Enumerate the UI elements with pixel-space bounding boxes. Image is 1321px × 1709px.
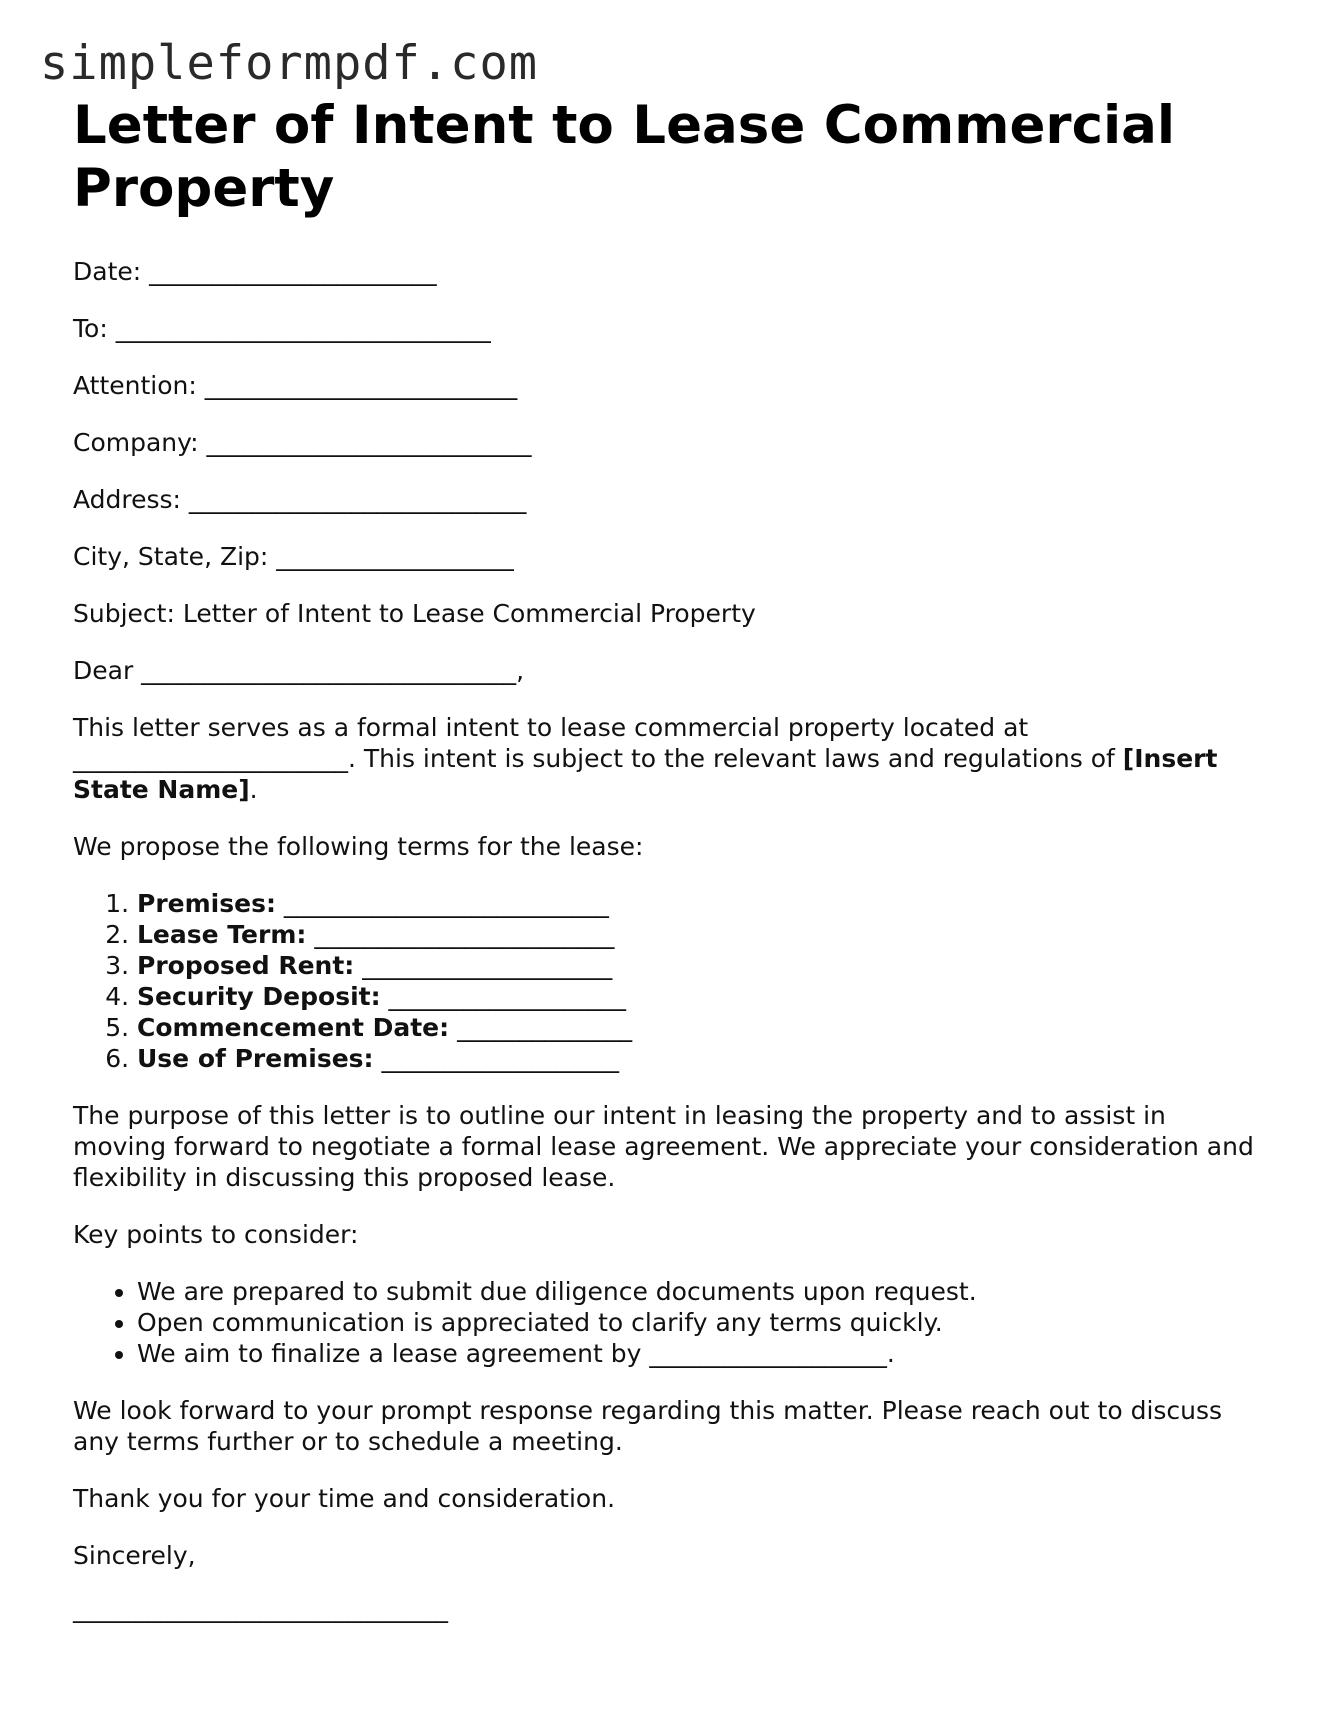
state-placeholder: [Insert State Name]	[73, 744, 1218, 804]
term-item	[137, 950, 1263, 981]
subject-line: Subject: Letter of Intent to Lease Commercial Property	[73, 599, 756, 628]
term-item	[137, 1012, 1263, 1043]
term-label: Security Deposit:	[137, 982, 381, 1011]
key-point-item: • We are prepared to submit due diligence documents upon request.	[137, 1276, 1263, 1307]
company-field: Company: __________________________	[73, 428, 532, 457]
term-item	[137, 919, 1263, 950]
intro-text: This letter serves as a formal intent to lease commercial property located at ______________________. This intent is subject to the relevant laws and regulations of	[73, 713, 1123, 773]
term-blank: ______________	[449, 1013, 633, 1042]
term-label: Premises:	[137, 889, 276, 918]
city-state-zip-field: City, State, Zip: ___________________	[73, 542, 514, 571]
term-blank: ________________________	[306, 920, 615, 949]
term-blank: ___________________	[373, 1044, 619, 1073]
thanks-line: Thank you for your time and consideration.	[73, 1484, 616, 1513]
page-title: Letter of Intent to Lease Commercial Property	[73, 95, 1176, 219]
term-blank: ____________________	[354, 951, 613, 980]
closing-paragraph: We look forward to your prompt response regarding this matter. Please reach out to discuss any terms further or to schedule a meeting.	[73, 1396, 1223, 1456]
key-points-title: Key points to consider:	[73, 1220, 359, 1249]
attention-field: Attention: _________________________	[73, 371, 518, 400]
purpose-paragraph: The purpose of this letter is to outline our intent in leasing the property and to assist in moving forward to negotiate a formal lease agreement. We appreciate your consideration and flexibility in discussing this proposed lease.	[73, 1101, 1254, 1192]
term-blank: ___________________	[380, 982, 627, 1011]
header-fields	[73, 256, 1263, 686]
date-field: Date: _______________________	[73, 257, 437, 286]
key-point-item: • We aim to finalize a lease agreement by ___________________.	[137, 1338, 1263, 1369]
term-item	[137, 1043, 1263, 1074]
key-points-list	[73, 1276, 1263, 1369]
term-label: Lease Term:	[137, 920, 307, 949]
salutation: Dear ______________________________,	[73, 656, 525, 685]
term-item	[137, 888, 1263, 919]
intro-period: .	[249, 775, 258, 804]
term-item	[137, 981, 1263, 1012]
term-blank: __________________________	[275, 889, 609, 918]
signature-line: ______________________________	[73, 1594, 448, 1623]
key-point-item: • Open communication is appreciated to clarify any terms quickly.	[137, 1307, 1263, 1338]
intro-paragraph	[73, 712, 1263, 805]
letter-document	[73, 94, 1263, 1624]
watermark: simpleformpdf.com	[40, 36, 539, 91]
terms-intro: We propose the following terms for the lease:	[73, 832, 644, 861]
term-label: Use of Premises:	[137, 1044, 374, 1073]
to-field: To: ______________________________	[73, 314, 491, 343]
terms-list	[73, 888, 1263, 1074]
address-field: Address: ___________________________	[73, 485, 527, 514]
signoff: Sincerely,	[73, 1541, 196, 1570]
term-label: Commencement Date:	[137, 1013, 450, 1042]
term-label: Proposed Rent:	[137, 951, 355, 980]
